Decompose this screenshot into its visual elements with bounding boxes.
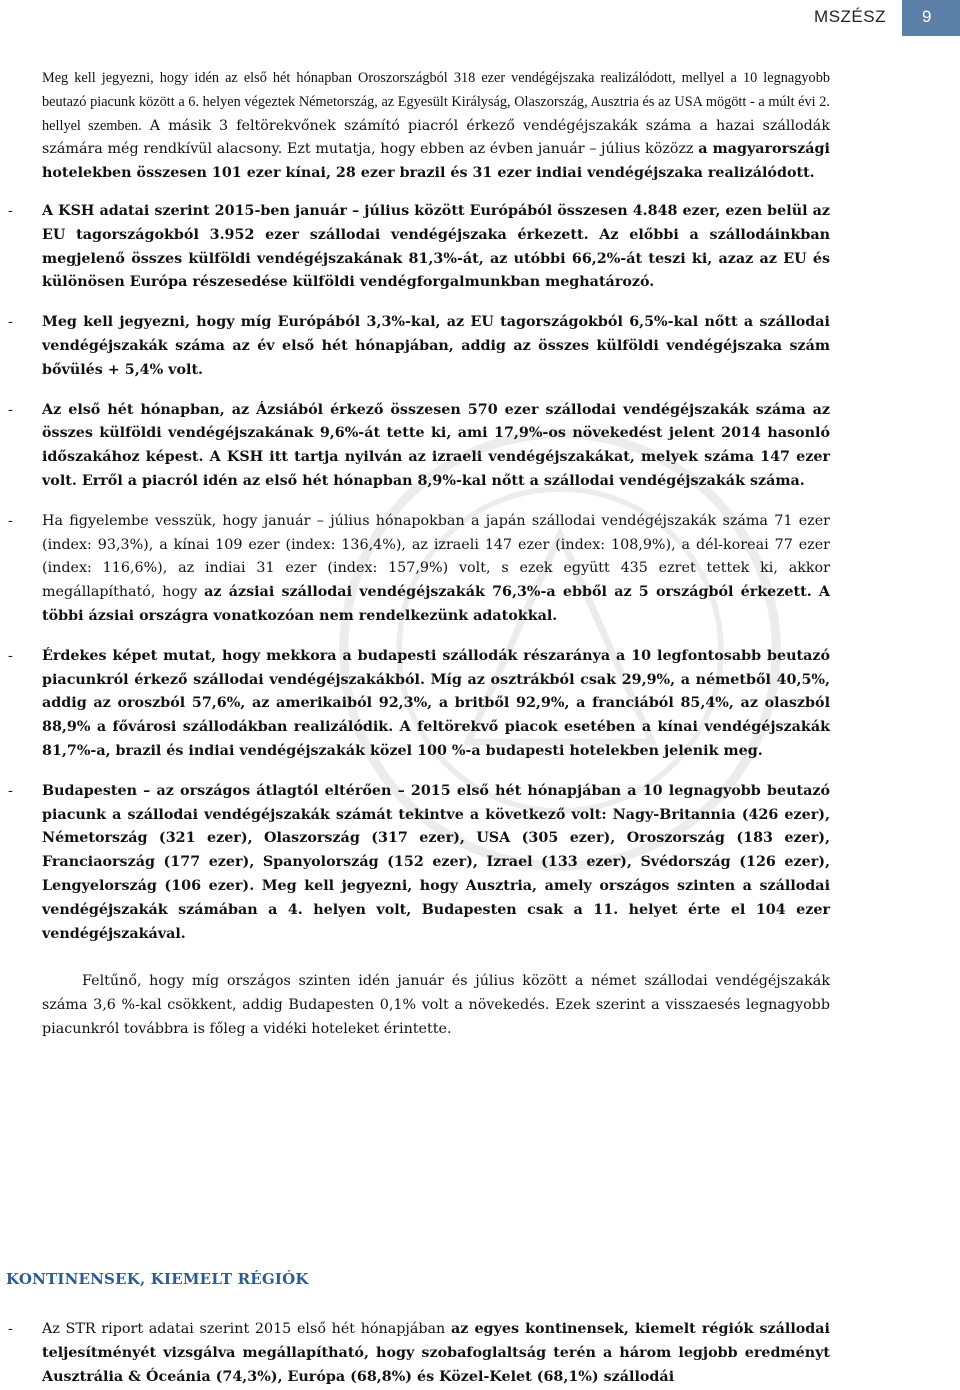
item-bold-text: Budapesten – az országos átlagtól eltérően – 2015 első hét hónapjában a 10 legnagyobb beutazó piacunk a szállodai vendégéjszakák számát tekintve a következő volt: Nagy-Britannia (426 ezer), Németország (321 ezer), Olaszország (317 ezer), USA (305 ezer), Oroszország (183 ezer), Franciaország (177 ezer), Spanyolország (152 ezer), Izrael (133 ezer), Svédország (126 ezer), Lengyelország (106 ezer). Meg kell jegyezni, hogy Ausztria, amely országos szinten a szállodai vendégéjszakák számában a 4. helyen volt, Budapesten csak a 11. helyet érte el 104 ezer vendégéjszakával. <box>42 782 830 942</box>
list-item <box>8 510 830 629</box>
main-content <box>8 67 830 1042</box>
paragraph-russia <box>42 67 830 186</box>
item-bold-text: az ázsiai szállodai vendégéjszakák 76,3%-a ebből az 5 országból érkezett. A többi ázsiai országra vonatkozóan nem rendelkezünk adatokkal. <box>42 584 830 624</box>
header-title: MSZÉSZ <box>814 7 886 26</box>
item-bold-text: Az első hét hónapban, az Ázsiából érkező összesen 570 ezer szállodai vendégéjszakák száma az összes külföldi vendégéjszakának 9,6%-át tette ki, ami 17,9%-os növekedést jelent 2014 hasonló időszakához képest. A KSH itt tartja nyilván az izraeli vendégéjszakákat, melyek száma 147 ezer volt. Erről a piacról idén az első hét hónapban 8,9%-kal nőtt a szállodai vendégéjszakák száma. <box>42 401 830 489</box>
item-bold-text: Érdekes képet mutat, hogy mekkora a budapesti szállodák részaránya a 10 legfontosabb beutazó piacunkról érkező szállodai vendégéjszakákból. Míg az osztrákból csak 29,9%, a németből 40,5%, addig az oroszból 57,6%, az amerikaiból 92,3%, a britből 92,9%, a franciából 85,4%, az olaszból 88,9% a fővárosi szállodákban realizálódik. A feltörekvő piacok esetében a kínai vendégéjszakák 81,7%-a, brazil és indiai vendégéjszakák közel 100 %-a budapesti hotelekben jelenik meg. <box>42 647 830 759</box>
list-item <box>8 1318 830 1389</box>
list-dash: - <box>8 512 13 529</box>
list-dash: - <box>8 314 13 331</box>
item-text: Az STR riport adatai szerint 2015 első hét hónapjában <box>42 1321 451 1337</box>
section-title: KONTINENSEK, KIEMELT RÉGIÓK <box>6 1270 309 1288</box>
list-dash: - <box>8 647 13 664</box>
list-dash: - <box>8 1321 13 1337</box>
list-item <box>8 200 830 295</box>
list-item <box>8 780 830 947</box>
list-dash: - <box>8 202 13 219</box>
list-item <box>8 645 830 764</box>
paragraph-emerging-text: A másik 3 feltörekvőnek számító piacról érkező vendégéjszakák száma a hazai szállodák számára még rendkívül alacsony. Ezt mutatja, hogy ebben az évben január – július közözz <box>42 117 830 158</box>
item-bold-text: A KSH adatai szerint 2015-ben január – július között Európából összesen 4.848 ezer, ezen belül az EU tagországokból 3.952 ezer szállodai vendégéjszaka érkezett. <box>42 202 830 243</box>
paragraph-german: Feltűnő, hogy míg országos szinten idén január és július között a német szállodai vendégéjszakák száma 3,6 %-kal csökkent, addig Budapesten 0,1% volt a növekedés. Ezek szerint a visszaesés legnagyobb piacunkról továbbra is főleg a vidéki hoteleket érintette. <box>42 973 830 1037</box>
item-bold-text: az egyes kontinensek, kiemelt régiók szállodai teljesítményét vizsgálva megállapítható, hogy szobafoglaltság terén a három legjobb eredményt Ausztrália & Óceánia (74,3%), Európa (68,8%) és Közel-Kelet (68,1%) szállodái <box>42 1321 830 1385</box>
item-bold-text: Meg kell jegyezni, hogy míg Európából 3,3%-kal, az EU tagországokból 6,5%-kal nőtt a szállodai vendégéjszakák száma az év első hét hónapjában, addig az összes külföldi vendégéjszaka szám bővülés + 5,4% volt. <box>42 314 830 378</box>
list-item <box>8 311 830 382</box>
list-dash: - <box>8 782 13 799</box>
section-heading <box>6 1270 309 1288</box>
paragraph-emerging-bold: a magyarországi hotelekben összesen 101 ezer kínai, 28 ezer brazil és 31 ezer indiai vendégéjszaka realizálódott. <box>42 141 830 182</box>
page-number: 9 <box>902 0 960 36</box>
list-dash: - <box>8 401 13 418</box>
list-item <box>8 399 830 494</box>
paragraph-russia-text: Meg kell jegyezni, hogy idén az első hét hónapban Oroszországból 318 ezer vendégéjszaka realizálódott, mellyel a 10 legnagyobb beutazó piacunk között a 6. helyen végeztek Németország, az Egyesült Királyság, Olaszország, Ausztria és az USA mögött - a múlt évi 2. hellyel szemben. <box>42 70 830 134</box>
item-text: Ha figyelembe vesszük, hogy január – július hónapokban a japán szállodai vendégéjszakák száma 71 ezer (index: 93,3%), a kínai 109 ezer (index: 136,4%), az izraeli 147 ezer (index: 108,9%), a dél-koreai 77 ezer (index: 116,6%), az indiai 31 ezer (index: 157,9%) volt, s ezek együtt 435 ezret tettek ki, akkor megállapítható, hogy <box>42 512 830 601</box>
page-header <box>814 0 960 36</box>
item-text: Az előbbi a szállodáinkban megjelenő összes külföldi vendégéjszakának 81,3%-át, az utóbbi 66,2%-át teszi ki, azaz az EU és különösen Európa részesedése külföldi vendégforgalmunkban meghatározó. <box>42 226 830 291</box>
list-item-last <box>8 1318 830 1389</box>
